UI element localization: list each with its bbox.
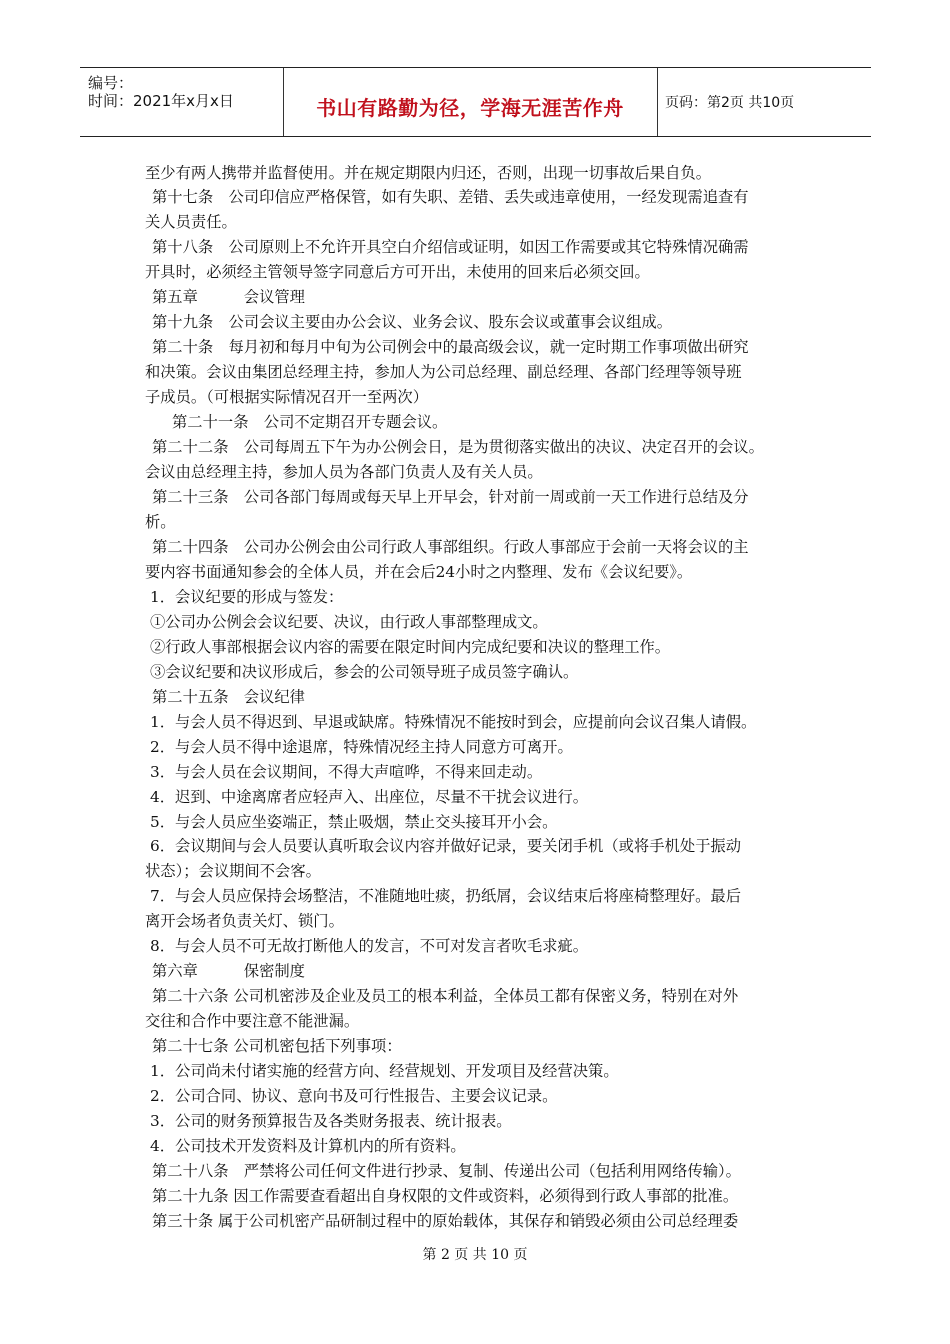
body-text-line: 析。 — [145, 513, 176, 531]
body-text-line: 第二十五条 会议纪律 — [152, 688, 305, 706]
body-text-line: 会议由总经理主持，参加人员为各部门负责人及有关人员。 — [145, 463, 543, 481]
body-text-line: 3．公司的财务预算报告及各类财务报表、统计报表。 — [150, 1112, 512, 1130]
body-text-line: 4．迟到、中途离席者应轻声入、出座位，尽量不干扰会议进行。 — [150, 788, 589, 806]
body-text-line: 第二十一条 公司不定期召开专题会议。 — [172, 413, 448, 431]
body-text-line: 6．会议期间与会人员要认真听取会议内容并做好记录，要关闭手机（或将手机处于振动 — [150, 837, 742, 855]
body-text-line: 要内容书面通知参会的全体人员，并在会后24小时之内整理、发布《会议纪要》。 — [145, 563, 693, 581]
body-text-line: 第十八条 公司原则上不允许开具空白介绍信或证明，如因工作需要或其它特殊情况确需 — [152, 238, 749, 256]
body-text-line: 2．与会人员不得中途退席，特殊情况经主持人同意方可离开。 — [150, 738, 573, 756]
body-text-line: 1．公司尚未付诸实施的经营方向、经营规划、开发项目及经营决策。 — [150, 1062, 619, 1080]
body-text-line: 至少有两人携带并监督使用。并在规定期限内归还，否则，出现一切事故后果自负。 — [145, 164, 711, 182]
body-text-line: 5．与会人员应坐姿端正，禁止吸烟，禁止交头接耳开小会。 — [150, 813, 558, 831]
body-text-line: 第二十七条 公司机密包括下列事项： — [152, 1037, 402, 1055]
body-text-line: 8．与会人员不可无故打断他人的发言，不可对发言者吹毛求疵。 — [150, 937, 589, 955]
body-text-line: 关人员责任。 — [145, 213, 237, 231]
body-text-line: 第二十三条 公司各部门每周或每天早上开早会，针对前一周或前一天工作进行总结及分 — [152, 488, 749, 506]
page-footer: 第 2 页 共 10 页 — [422, 1247, 528, 1263]
document-date-label: 时间：2021年x月x日 — [88, 92, 234, 110]
body-text-line: 第二十四条 公司办公例会由公司行政人事部组织。行政人事部应于会前一天将会议的主 — [152, 538, 749, 556]
body-text-line: 开具时，必须经主管领导签字同意后方可开出，未使用的回来后必须交回。 — [145, 263, 650, 281]
body-text-line: ③会议纪要和决议形成后，参会的公司领导班子成员签字确认。 — [150, 663, 579, 681]
body-text-line: 状态）；会议期间不会客。 — [145, 862, 321, 880]
body-text-line: 第二十条 每月初和每月中旬为公司例会中的最高级会议，就一定时期工作事项做出研究 — [152, 338, 749, 356]
body-text-line: 7．与会人员应保持会场整洁，不准随地吐痰，扔纸屑，会议结束后将座椅整理好。最后 — [150, 887, 742, 905]
body-text-line: 第十七条 公司印信应严格保管，如有失职、差错、丢失或违章使用，一经发现需追查有 — [152, 188, 749, 206]
header-page-number: 页码：第2页 共10页 — [665, 95, 795, 111]
body-text-line: 子成员。（可根据实际情况召开一至两次） — [145, 388, 428, 406]
body-text-line: 第二十六条 公司机密涉及企业及员工的根本利益，全体员工都有保密义务，特别在对外 — [152, 987, 739, 1005]
body-text-line: 第六章 保密制度 — [152, 962, 305, 980]
body-text-line: 第二十八条 严禁将公司任何文件进行抄录、复制、传递出公司（包括利用网络传输）。 — [152, 1162, 741, 1180]
body-text-line: 第十九条 公司会议主要由办公会议、业务会议、股东会议或董事会议组成。 — [152, 313, 673, 331]
body-text-line: ①公司办公例会会议纪要、决议，由行政人事部整理成文。 — [150, 613, 548, 631]
body-text-line: 1．与会人员不得迟到、早退或缺席。特殊情况不能按时到会，应提前向会议召集人请假。 — [150, 713, 757, 731]
body-text-line: 和决策。会议由集团总经理主持，参加人为公司总经理、副总经理、各部门经理等领导班 — [145, 363, 742, 381]
header-motto: 书山有路勤为径，学海无涯苦作舟 — [316, 95, 624, 120]
body-text-line: 第五章 会议管理 — [152, 288, 305, 306]
body-text-line: 第二十九条 因工作需要查看超出自身权限的文件或资料，必须得到行政人事部的批准。 — [152, 1187, 739, 1205]
body-text-line: 3．与会人员在会议期间，不得大声喧哗，不得来回走动。 — [150, 763, 543, 781]
body-text-line: 4．公司技术开发资料及计算机内的所有资料。 — [150, 1137, 466, 1155]
document-number-label: 编号： — [88, 74, 134, 92]
body-text-line: 第三十条 属于公司机密产品研制过程中的原始载体，其保存和销毁必须由公司总经理委 — [152, 1212, 739, 1230]
body-text-line: 1．会议纪要的形成与签发： — [150, 588, 344, 606]
body-text-line: 2．公司合同、协议、意向书及可行性报告、主要会议记录。 — [150, 1087, 558, 1105]
body-text-line: 交往和合作中要注意不能泄漏。 — [145, 1012, 360, 1030]
body-text-line: 第二十二条 公司每周五下午为办公例会日，是为贯彻落实做出的决议、决定召开的会议。 — [152, 438, 764, 456]
body-text-line: ②行政人事部根据会议内容的需要在限定时间内完成纪要和决议的整理工作。 — [150, 638, 671, 656]
body-text-line: 离开会场者负责关灯、锁门。 — [145, 912, 344, 930]
